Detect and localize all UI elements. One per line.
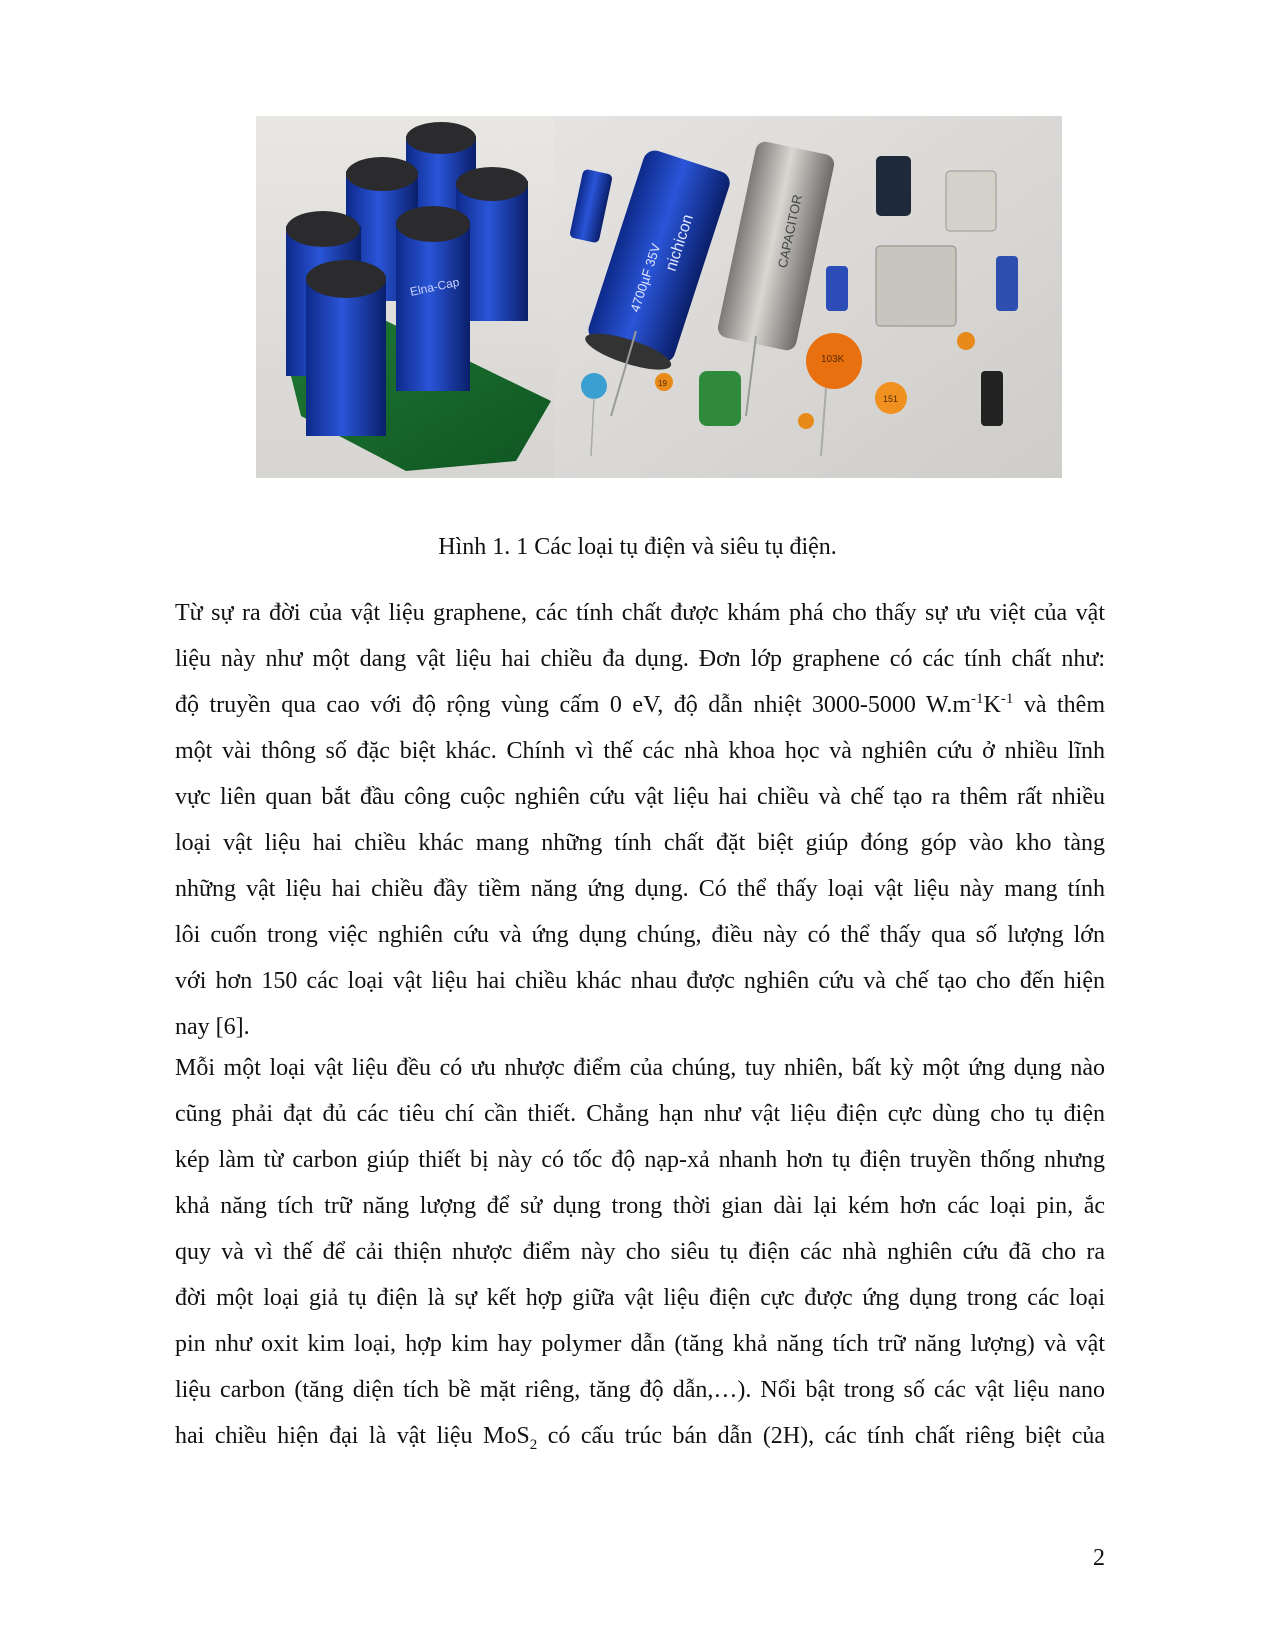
paragraph-1 [175,590,1105,1050]
text-line: pin như oxit kim loại, hợp kim hay polymer dẫn (tăng khả năng tích trữ năng lượng) và vật [175,1331,1105,1357]
supercapacitor-bank-photo [256,116,554,478]
capacitors-figure [256,116,1062,478]
text-run: có cấu trúc bán dẫn (2H), các tính chất riêng biệt của [537,1423,1106,1449]
cap-value-label: 4700µF 35V [627,241,664,314]
ceramic-151-label: 151 [883,394,899,404]
text-line: liệu này như một dang vật liệu hai chiều đa dụng. Đơn lớp graphene có các tính chất như: [175,646,1105,672]
elna-label: Elna-Cap [408,274,461,299]
text-line: với hơn 150 các loại vật liệu hai chiều khác nhau được nghiên cứu và chế tạo cho đến hiện [175,968,1105,994]
superscript: -1 [971,691,984,707]
caption-text: Các loại tụ điện và siêu tụ điện. [534,534,837,560]
text-line: liệu carbon (tăng diện tích bề mặt riêng, tăng độ dẫn,…). Nổi bật trong số các vật liệu nano [175,1377,1105,1403]
capacitor-label: CAPACITOR [774,193,805,270]
text-line: Mỗi một loại vật liệu đều có ưu nhược điểm của chúng, tuy nhiên, bất kỳ một ứng dụng nào [175,1055,1105,1081]
text-line: lôi cuốn trong việc nghiên cứu và ứng dụng chúng, điều này có thể thấy qua số lượng lớn [175,922,1105,948]
ceramic-19-label: 19 [658,379,667,388]
text-line: khả năng tích trữ năng lượng để sử dụng trong thời gian dài lại kém hơn các loại pin, ắc [175,1193,1105,1219]
subscript: 2 [529,1436,538,1453]
text-line: một vài thông số đặc biệt khác. Chính vì thế các nhà khoa học và nghiên cứu ở nhiều lĩnh [175,738,1105,764]
text-line: nay [6]. [175,1014,250,1040]
text-line: quy và vì thế để cải thiện nhược điểm này cho siêu tụ điện các nhà nghiên cứu đã cho ra [175,1239,1105,1265]
text-line: kép làm từ carbon giúp thiết bị này có tốc độ nạp-xả nhanh hơn tụ điện truyền thống nhưng [175,1147,1105,1173]
capacitors-photo [256,116,1062,478]
text-line: cũng phải đạt đủ các tiêu chí cần thiết. Chẳng hạn như vật liệu điện cực dùng cho tụ điện [175,1101,1105,1127]
paragraph-2 [175,1045,1105,1459]
assorted-capacitors-photo [554,116,1062,478]
ceramic-103-label: 103K [821,354,845,365]
page-number: 2 [1093,1545,1105,1571]
nichicon-label: nichicon [662,212,697,274]
text-line: Từ sự ra đời của vật liệu graphene, các tính chất được khám phá cho thấy sự ưu việt của vật [175,600,1105,626]
caption-label: Hình 1. 1 [438,534,529,560]
text-line: những vật liệu hai chiều đầy tiềm năng ứng dụng. Có thể thấy loại vật liệu này mang tính [175,876,1105,902]
text-line [175,682,1105,728]
text-run: hai chiều hiện đại là vật liệu MoS [175,1423,530,1449]
figure-caption [170,532,1105,562]
text-line: loại vật liệu hai chiều khác mang những tính chất đặt biệt giúp đóng góp vào kho tàng [175,830,1105,856]
text-line: đời một loại giả tụ điện là sự kết hợp giữa vật liệu điện cực được ứng dụng trong các loại [175,1285,1105,1311]
text-line: vực liên quan bắt đầu công cuộc nghiên cứu vật liệu hai chiều và chế tạo ra thêm rất nhiều [175,784,1105,810]
text-run: K [983,692,1001,718]
text-run: và thêm [1013,692,1105,718]
text-run: độ truyền qua cao với độ rộng vùng cấm 0 eV, độ dẫn nhiệt 3000-5000 W.m [175,692,972,718]
superscript: -1 [1000,691,1014,707]
text-line [175,1413,1105,1459]
